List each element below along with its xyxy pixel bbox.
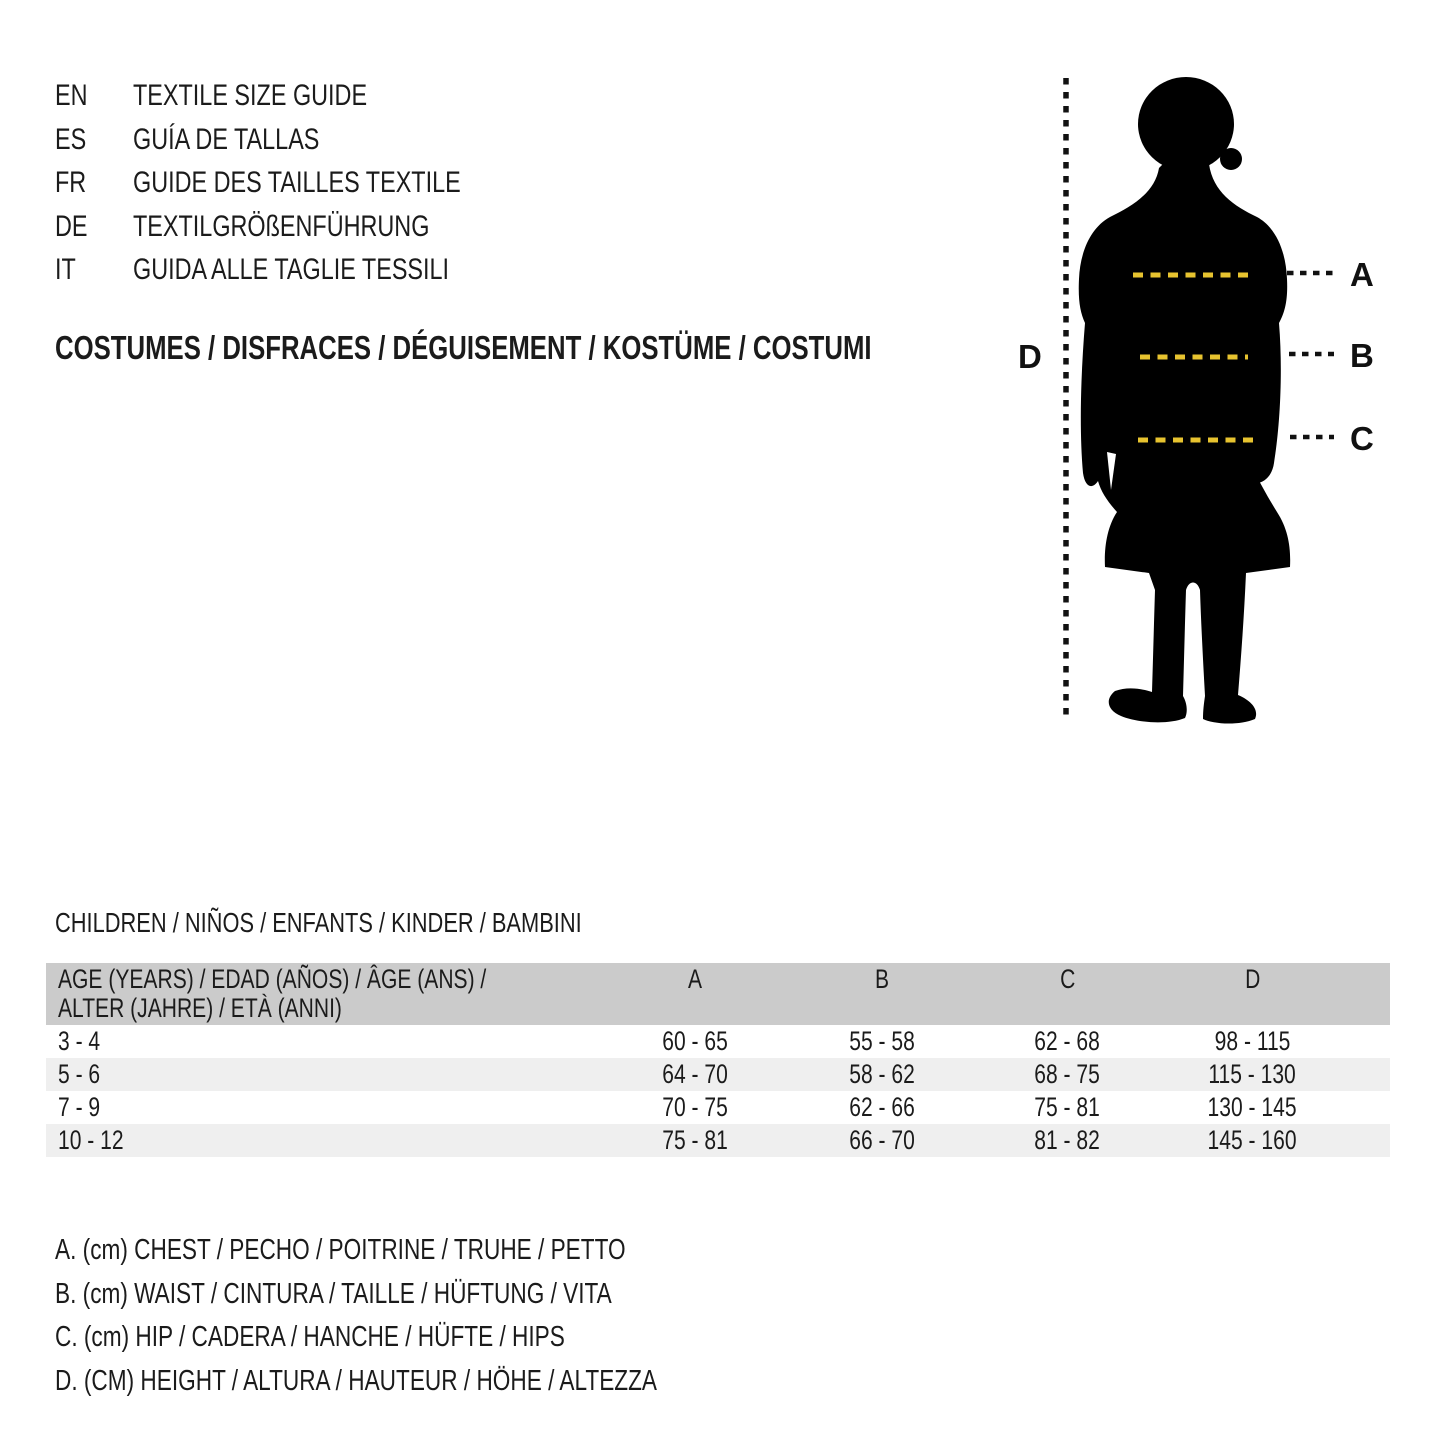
table-row [46, 1025, 1390, 1058]
legend-item-hip: C. (cm) HIP / CADERA / HANCHE / HÜFTE / HIPS [55, 1321, 565, 1353]
language-title: TEXTILE SIZE GUIDE [133, 79, 368, 112]
legend-item-height: D. (CM) HEIGHT / ALTURA / HAUTEUR / HÖHE / ALTEZZA [55, 1364, 658, 1397]
language-row-es [55, 118, 554, 162]
hip-cell: 75 - 81 [1034, 1092, 1101, 1122]
height-cell: 115 - 130 [1208, 1059, 1297, 1089]
waist-cell: 55 - 58 [849, 1026, 916, 1056]
hip-cell: 81 - 82 [1034, 1125, 1101, 1155]
chest-cell: 60 - 65 [662, 1026, 728, 1056]
size-table-header [46, 963, 1390, 1025]
language-code: DE [55, 209, 88, 243]
column-header-d: D [1244, 964, 1261, 994]
age-cell: 5 - 6 [58, 1059, 101, 1089]
age-column-header: AGE (YEARS) / EDAD (AÑOS) / ÂGE (ANS) / ALTER (JAHRE) / ETÀ (ANNI) [58, 964, 487, 1023]
height-label: D [1018, 338, 1042, 375]
language-code: EN [55, 79, 88, 112]
column-header-a: A [687, 964, 703, 994]
column-header-c: C [1059, 964, 1076, 994]
hip-label: C [1350, 420, 1374, 457]
language-code: IT [55, 253, 76, 286]
table-row [46, 1091, 1390, 1124]
chest-cell: 70 - 75 [662, 1092, 728, 1122]
table-row [46, 1058, 1390, 1091]
height-cell: 130 - 145 [1208, 1092, 1297, 1122]
language-list [55, 74, 554, 292]
language-row-it [55, 248, 554, 292]
language-code: FR [55, 166, 87, 199]
chest-label: A [1350, 256, 1374, 293]
chest-cell: 64 - 70 [662, 1059, 728, 1089]
age-cell: 3 - 4 [58, 1026, 101, 1056]
age-cell: 10 - 12 [58, 1125, 124, 1155]
legend-item-chest: A. (cm) CHEST / PECHO / POITRINE / TRUHE / PETTO [55, 1234, 626, 1266]
silhouette-ear [1220, 148, 1242, 170]
language-code: ES [55, 122, 87, 156]
language-row-de [55, 205, 554, 249]
age-cell: 7 - 9 [58, 1092, 101, 1122]
silhouette-head [1138, 77, 1234, 171]
waist-label: B [1350, 337, 1374, 374]
hip-cell: 62 - 68 [1034, 1026, 1101, 1056]
waist-cell: 58 - 62 [849, 1059, 916, 1089]
child-silhouette-figure [1000, 60, 1400, 730]
table-row [46, 1124, 1390, 1157]
hip-cell: 68 - 75 [1034, 1059, 1101, 1089]
silhouette-body [1079, 164, 1290, 724]
measurement-figure [1000, 60, 1400, 730]
language-title: GUIDE DES TAILLES TEXTILE [133, 166, 462, 199]
language-row-en [55, 74, 554, 118]
table-section-title: CHILDREN / NIÑOS / ENFANTS / KINDER / BAMBINI [55, 907, 582, 938]
waist-cell: 62 - 66 [849, 1092, 916, 1122]
language-title: GUÍA DE TALLAS [133, 122, 320, 156]
language-row-fr [55, 161, 554, 205]
height-cell: 145 - 160 [1208, 1125, 1297, 1155]
language-title: TEXTILGRÖßENFÜHRUNG [133, 209, 430, 243]
waist-cell: 66 - 70 [849, 1125, 916, 1155]
child-silhouette [1079, 77, 1290, 724]
language-title: GUIDA ALLE TAGLIE TESSILI [133, 253, 450, 286]
legend-item-waist: B. (cm) WAIST / CINTURA / TAILLE / HÜFTUNG / VITA [55, 1277, 612, 1310]
size-table [46, 963, 1390, 1157]
height-cell: 98 - 115 [1214, 1026, 1291, 1056]
chest-cell: 75 - 81 [662, 1125, 728, 1155]
measurement-legend [55, 1229, 827, 1403]
category-title: COSTUMES / DISFRACES / DÉGUISEMENT / KOSTÜME / COSTUMI [55, 329, 872, 366]
column-header-b: B [875, 964, 890, 994]
